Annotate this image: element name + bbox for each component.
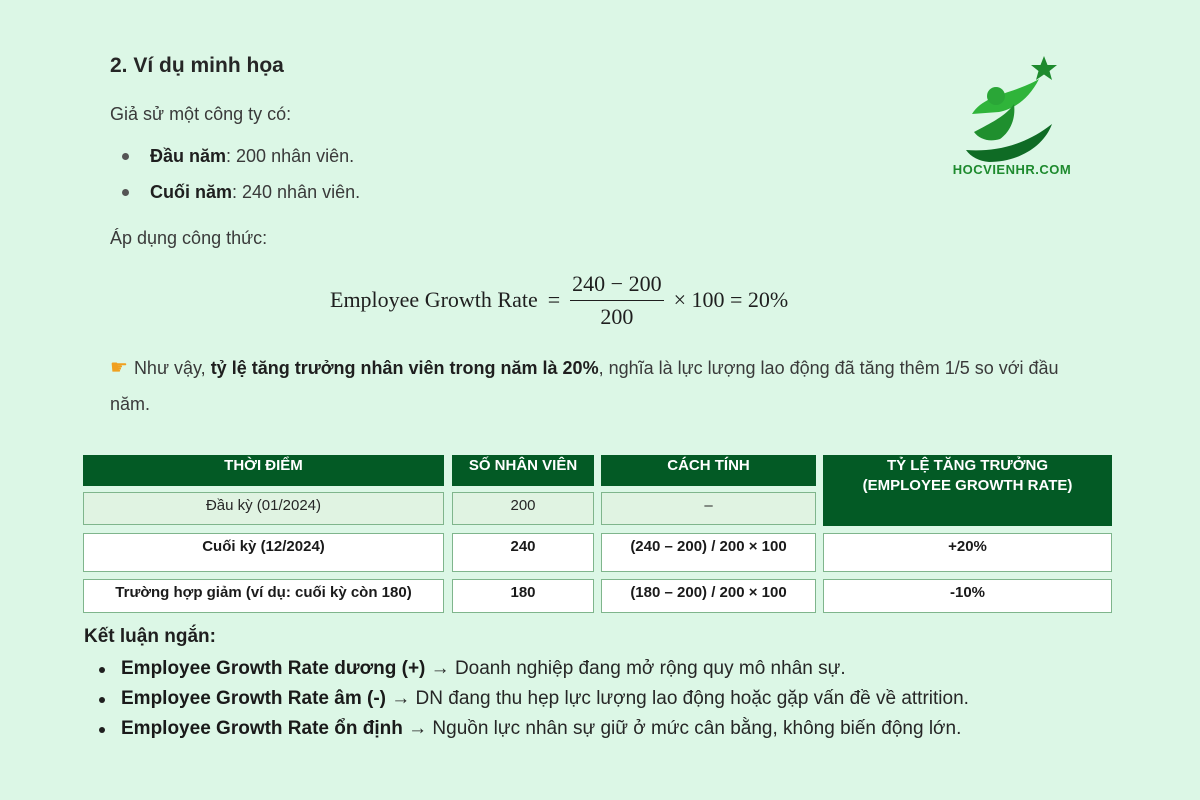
bullet-icon <box>99 667 105 673</box>
table-cell: Trường hợp giảm (ví dụ: cuối kỳ còn 180) <box>83 579 444 613</box>
formula-denominator: 200 <box>600 303 634 329</box>
facts-list <box>110 142 360 214</box>
table-cell: +20% <box>823 533 1112 572</box>
apply-text: Áp dụng công thức: <box>110 228 268 248</box>
formula-lhs: Employee Growth Rate <box>330 287 538 312</box>
intro-text: Giả sử một công ty có: <box>110 104 292 124</box>
list-item <box>84 684 969 714</box>
table-cell: Cuối kỳ (12/2024) <box>83 533 444 572</box>
list-item <box>110 178 360 214</box>
formula-numerator: 240 − 200 <box>570 272 663 301</box>
bullet-icon <box>122 189 129 196</box>
list-item <box>84 654 969 684</box>
paragraph-bold: tỷ lệ tăng trưởng nhân viên trong năm là 20% <box>210 358 599 378</box>
conclusion-text: → Doanh nghiệp đang mở rộng quy mô nhân sự. <box>425 658 846 679</box>
bullet-icon <box>99 697 105 703</box>
formula <box>330 268 788 332</box>
table-header-count: SỐ NHÂN VIÊN <box>452 455 594 486</box>
conclusion-bold: Employee Growth Rate âm (-) <box>121 688 386 709</box>
table-cell: 180 <box>452 579 594 613</box>
bullet-icon <box>122 153 129 160</box>
conclusion-paragraph <box>110 350 1100 422</box>
conclusion-bold: Employee Growth Rate ổn định <box>121 718 403 739</box>
paragraph-text: , nghĩa là lực lượng lao động đã tăng thêm 1/5 so với đầu năm. <box>110 358 1059 414</box>
table-cell: 240 <box>452 533 594 572</box>
table-header-time: THỜI ĐIỂM <box>83 455 444 486</box>
table-cell: (240 – 200) / 200 × 100 <box>601 533 816 572</box>
fact-value: : 200 nhân viên. <box>226 146 355 166</box>
formula-equals: = <box>547 287 561 312</box>
table-header-rate: TỶ LỆ TĂNG TRƯỞNG (EMPLOYEE GROWTH RATE) <box>823 455 1112 526</box>
table-cell: – <box>601 492 816 525</box>
table-cell: (180 – 200) / 200 × 100 <box>601 579 816 613</box>
bullet-icon <box>99 727 105 733</box>
section-title: 2. Ví dụ minh họa <box>110 54 284 77</box>
formula-rhs: × 100 = 20% <box>673 287 789 312</box>
fact-label: Đầu năm <box>150 146 227 166</box>
formula-fraction <box>570 272 663 329</box>
conclusion-list <box>84 654 969 744</box>
fact-label: Cuối năm <box>150 182 233 202</box>
logo-text: HOCVIENHR.COM <box>952 162 1072 177</box>
fact-value: : 240 nhân viên. <box>232 182 361 202</box>
conclusion-text: → Nguồn lực nhân sự giữ ở mức cân bằng, không biến động lớn. <box>402 718 962 739</box>
list-item <box>110 142 360 178</box>
conclusion-text: → DN đang thu hẹp lực lượng lao động hoặc gặp vấn đề về attrition. <box>386 688 969 709</box>
list-item <box>84 714 969 744</box>
conclusion-title: Kết luận ngắn: <box>84 626 216 647</box>
conclusion-bold: Employee Growth Rate dương (+) <box>121 658 426 679</box>
paragraph-text: Như vậy, <box>133 358 211 378</box>
table-header-method: CÁCH TÍNH <box>601 455 816 486</box>
table-cell: -10% <box>823 579 1112 613</box>
table-cell: Đầu kỳ (01/2024) <box>83 492 444 525</box>
table-cell: 200 <box>452 492 594 525</box>
pointing-hand-icon: ☛ <box>110 357 128 379</box>
